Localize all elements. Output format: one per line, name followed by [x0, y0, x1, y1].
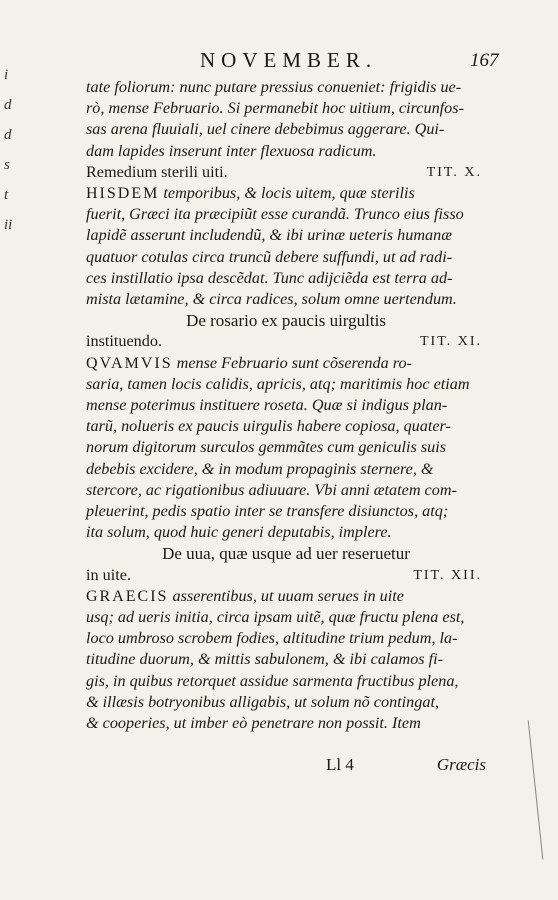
section-number: TIT. XI. — [420, 334, 482, 350]
line-text: loco umbroso scrobem fodies, altitudine trium pedum, la- — [86, 629, 458, 648]
margin-fragment: i — [4, 67, 9, 83]
margin-fragment: t — [4, 187, 9, 203]
margin-fragment: d — [4, 97, 12, 113]
line-text: mista lætamine, & circa radices, solum omne uertendum. — [86, 290, 457, 309]
line-text: mense poterimus instituere roseta. Quæ si indigus plan- — [86, 396, 448, 415]
section-title-line: De rosario ex paucis uirgultis — [186, 311, 386, 331]
opening-word: QVAMVIS — [86, 354, 173, 372]
line-text: ces instillatio ipsa descẽdat. Tunc adijciẽda est terra ad- — [86, 268, 453, 287]
text-line — [86, 77, 486, 98]
text-line — [86, 628, 486, 649]
line-text: sas arena fluuiali, uel cinere debebimus aggerare. Qui- — [86, 120, 445, 139]
line-text: & cooperies, ut imber eò penetrare non possit. Item — [86, 714, 421, 733]
line-text: fuerit, Græci ita præcipiũt esse curandã. Trunco eius fisso — [86, 205, 464, 224]
line-text: ita solum, quod huic generi deputabis, implere. — [86, 523, 392, 542]
line-text: usq; ad ueris initia, circa ipsam uitẽ, quæ fructu plena est, — [86, 608, 465, 627]
text-line — [86, 416, 486, 437]
text-line — [86, 98, 486, 119]
section-title: instituendo. — [86, 332, 162, 351]
text-line — [86, 353, 486, 374]
margin-fragment: ii — [4, 217, 13, 233]
text-line — [86, 671, 486, 692]
catchword: Græcis — [436, 755, 486, 774]
line-text: & illæsis botryonibus alligabis, ut solum nõ contingat, — [86, 692, 440, 711]
section-title: Remedium sterili uiti. — [86, 162, 228, 181]
opening-word: GRAECIS — [86, 587, 169, 605]
text-line — [86, 437, 486, 458]
line-text: debebis excidere, & in modum propaginis sternere, & — [86, 459, 434, 478]
signature-mark: Ll 4 — [326, 755, 354, 774]
line-text: gis, in quibus retorquet assidue sarmenta fructibus plena, — [86, 671, 459, 690]
line-text: asserentibus, ut uuam serues in uite — [168, 586, 404, 605]
line-text: titudine duorum, & mittis sabulonem, & ibi calamos fi- — [86, 650, 444, 669]
section-heading — [86, 565, 486, 586]
section-title-line: De uua, quæ usque ad uer reseruetur — [162, 544, 410, 564]
text-line — [86, 692, 486, 713]
line-text: tarũ, nolueris ex paucis uirgulis habere copiosa, quater- — [86, 417, 451, 436]
line-text: temporibus, & locis uitem, quæ sterilis — [159, 184, 415, 203]
text-line — [86, 225, 486, 246]
margin-fragment: s — [4, 157, 10, 173]
text-line — [86, 607, 486, 628]
line-text: stercore, ac rigationibus adiuuare. Vbi anni ætatem com- — [86, 480, 457, 499]
section-heading — [86, 331, 486, 352]
text-line — [86, 289, 486, 310]
text-line — [86, 119, 486, 140]
text-line — [86, 649, 486, 670]
line-text: dam lapides inserunt inter flexuosa radicum. — [86, 141, 377, 160]
page-edge-line — [528, 720, 544, 859]
text-line — [86, 268, 486, 289]
section-heading — [86, 162, 486, 183]
text-line — [86, 522, 486, 543]
text-line — [86, 713, 486, 734]
text-block — [86, 77, 486, 734]
line-text: rò, mense Februario. Si permanebit hoc uitium, circunfos- — [86, 99, 464, 118]
margin-fragment: d — [4, 127, 12, 143]
line-text: mense Februario sunt cõserenda ro- — [172, 353, 412, 372]
line-text: tate foliorum: nunc putare pressius conueniet: frigidis ue- — [86, 78, 462, 96]
text-line — [86, 395, 486, 416]
text-line — [86, 501, 486, 522]
text-line — [86, 586, 486, 607]
text-line — [86, 141, 486, 162]
text-line — [86, 480, 486, 501]
line-text: pleuerint, pedis spatio inter se transfere disiunctos, atq; — [86, 502, 449, 521]
text-line — [86, 247, 486, 268]
section-number: TIT. XII. — [413, 567, 482, 583]
line-text: lapidẽ asserunt includendũ, & ibi urinæ ueteris humanæ — [86, 226, 453, 245]
page-footer — [326, 755, 486, 775]
text-line — [86, 183, 486, 204]
line-text: quatuor cotulas circa truncũ debere suffundi, ut ad radi- — [86, 247, 453, 266]
text-line — [86, 374, 486, 395]
page-number: 167 — [470, 50, 499, 71]
section-title: in uite. — [86, 565, 131, 584]
line-text: saria, tamen locis calidis, apricis, atq; maritimis hoc etiam — [86, 374, 470, 393]
running-head: NOVEMBER. — [200, 48, 378, 72]
section-number: TIT. X. — [426, 164, 482, 180]
text-line — [86, 204, 486, 225]
text-line — [86, 459, 486, 480]
line-text: norum digitorum surculos gemmãtes cum geniculis suis — [86, 438, 447, 457]
facing-page-bleed — [4, 60, 26, 360]
opening-word: HISDEM — [86, 185, 160, 203]
